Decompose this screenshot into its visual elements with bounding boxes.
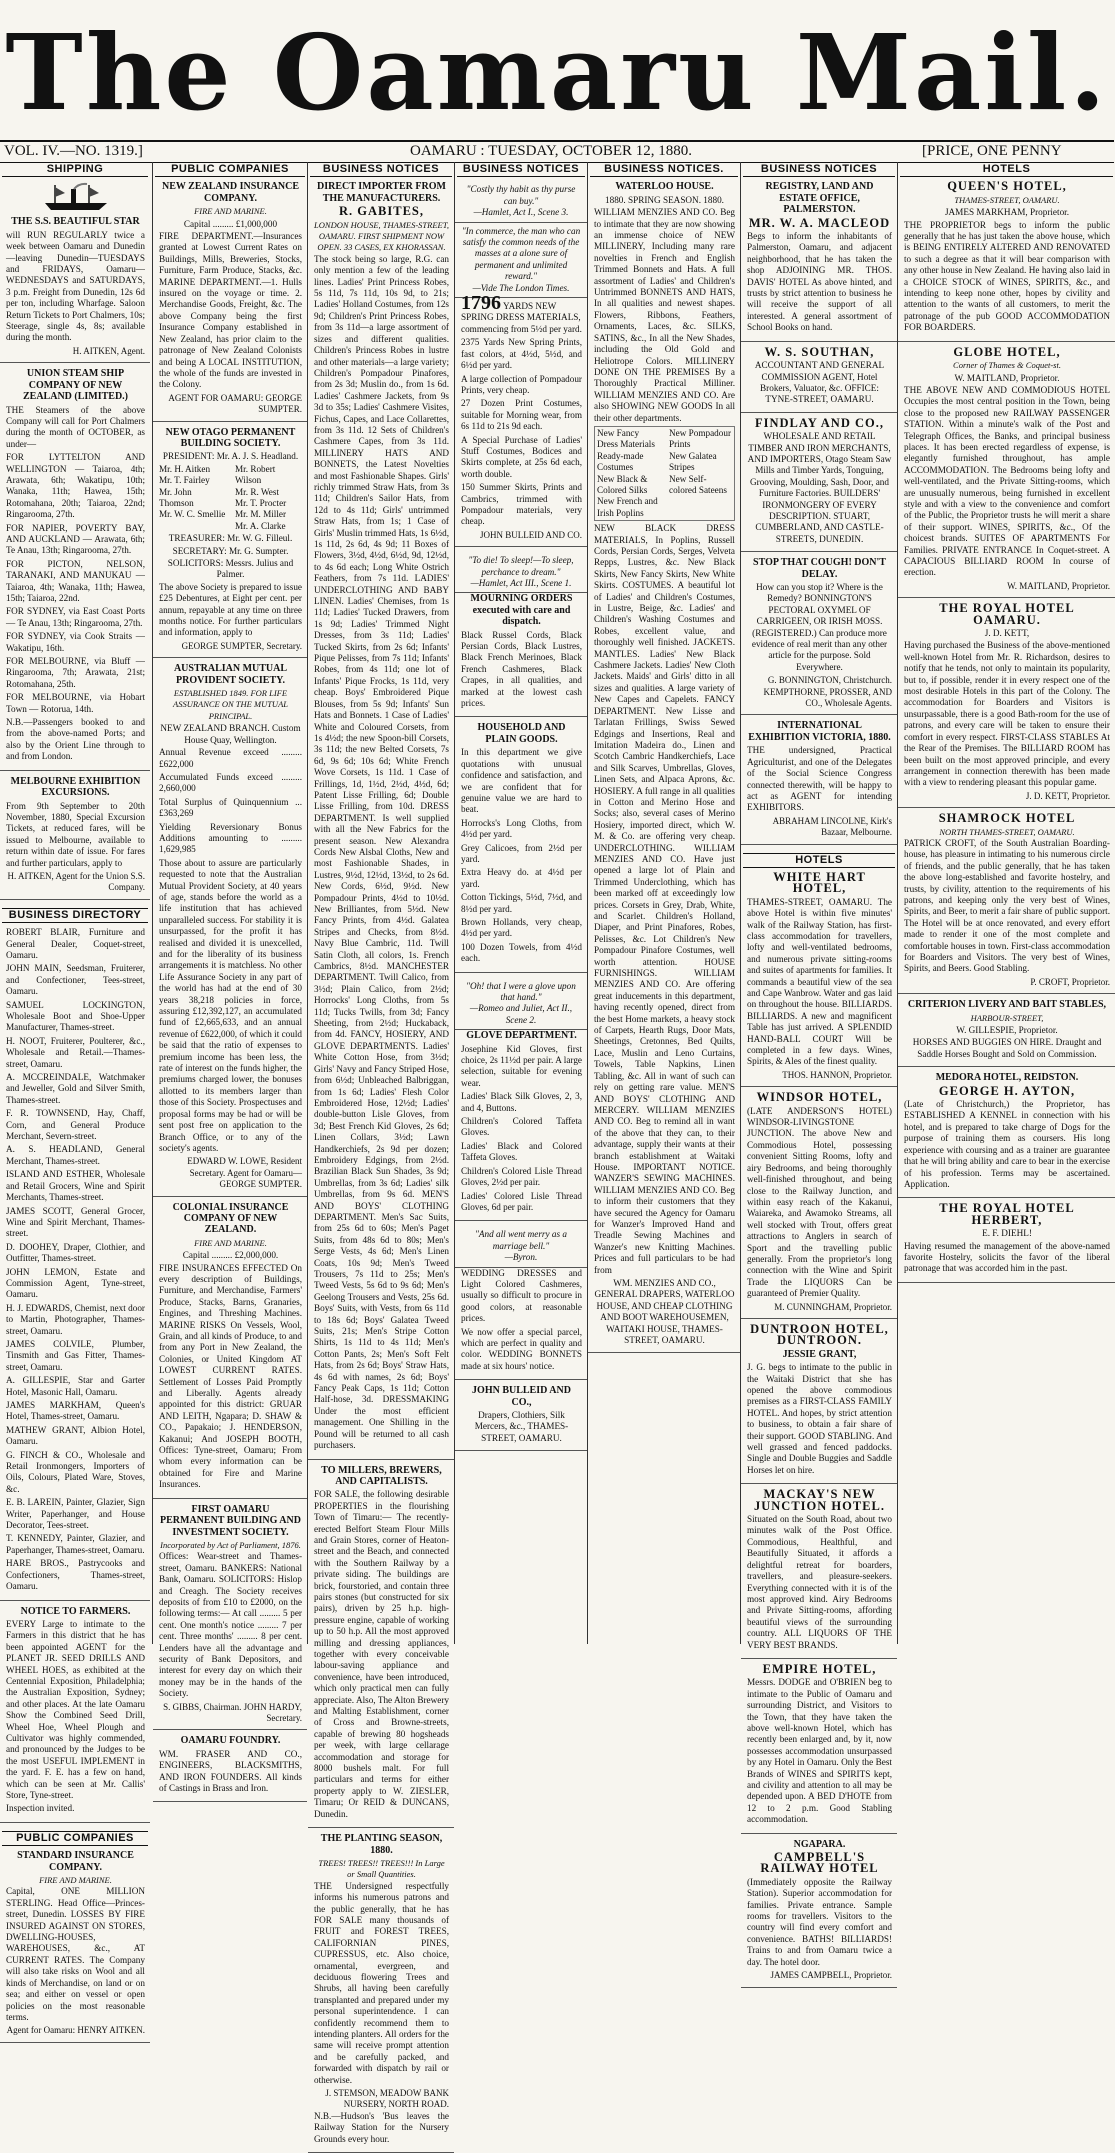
section-header-business-notices: BUSINESS NOTICES <box>310 162 452 177</box>
item-line: Horrocks's Long Cloths, from 4½d per yard. <box>461 817 582 840</box>
ad-body-continued: NEW BLACK DRESS MATERIALS, In Poplins, Russell Cords, Persian Cords, Serges, Velveta Repps, Lustres, &c. New Black Skirts, New Fancy Skirts, New White Skirts. COSTUMES. A beautiful lot of Ladies' and Children's Costumes, in Lustre, Beige, &c. Ladies' and Children's Washing Costumes and Robes, excellent value, and thoroughly well finished. JACKETS. MANTLES. Ladies' New Black Cashmere Jackets. Ladies' New Cloth Jackets. Maids' and Girls' ditto in all sizes and qualities. A large variety of New Capes and Capelets. FANCY DEPARTMENT. New Lisse and Tarlatan Frillings, Swiss Sewed Edgings and Insertions, Real and Imitation Madeira do., Linen and Scotch Cambric Handkerchiefs, Lace and Silk Scarves, Umbrellas, Gloves, Linen Sets, and Alpaca Aprons, &c. HOSIERY. A full range in all qualities in Cotton and Merino Hose and Socks; also, several cases of Merino Hosiery, imported direct, which W. M. & Co. are offering very cheap. UNDERCLOTHING. WILLIAM MENZIES AND CO. Have just opened a large lot of Plain and Trimmed Underclothing, which has been marked off at exceedingly low prices. Corsets in Grey, Drab, White, and Scarlet. Children's Holland, Diaper, and Print Pinafores, Robes, Pelisses, &c. Lot Children's New Pompadour Pinafore Costumes, well worth attention. HOUSE FURNISHINGS. WILLIAM MENZIES AND CO. Are offering great inducements in this department, having recently opened, direct from the best Home markets, a heavy stock of Carpets, Hearth Rugs, Door Mats, Sheetings, Cretonnes, Bed Quilts, Lace, Muslin and Leno Curtains, Towels, Table Napkins, Linen Tabling, &c. All in want of such can rely on getting rare value. MEN'S AND BOYS' CLOTHING AND MERCERY. WILLIAM MENZIES AND CO. Beg to remind all in want of the above that they can, to their advantage, supply their wants at their branch establishment at Waitaki House. IMPORTANT NOTICE. WANZER'S SEWING MACHINES. WILLIAM MENZIES AND CO. Beg to inform their customers that they have secured the Agency for Oamaru for Wanzer's Improved Hand and Treadle Sewing Machines and Wanzer's new Knitting Machines. Prices and full particulars to be had from <box>594 523 735 1275</box>
committee-member: Mr. M. Miller <box>235 509 287 520</box>
secretary: SECRETARY: Mr. G. Sumpter. <box>172 545 289 556</box>
item-line: Ladies' Black and Colored Taffeta Gloves. <box>461 1140 582 1163</box>
ad-duntroon-hotel <box>741 1321 897 1484</box>
section-header-hotels: HOTELS <box>900 162 1113 177</box>
item-line: 150 Summer Skirts, Prints and Cambrics, trimmed with Pompadour materials, very cheap. <box>461 482 582 527</box>
committee-member: Mr. H. Aitken <box>159 463 211 474</box>
ad-body: PATRICK CROFT, of the South Australian Boarding-house, has pleasure in intimating to his numerous circle of friends, and the public generally, that he has taken the above long-established and favorite hostelry, and trusts, by civility, attention to the requirements of his patrons, and keeping only the very best of Wines, Spirits, and Beer, to merit a fair share of public support. The Hotel will be at once renovated, and every effort made to render it one of the most complete and comfortable houses in town. First-class accommodation for Boarders and Visitors. The very best of Wines, Spirits, and Beers. Good Stabling. <box>904 837 1110 974</box>
masthead <box>0 0 1114 138</box>
treasurer: TREASURER: Mr. W. G. Filleul. <box>168 533 293 544</box>
ad-signature: J. STEMSON, MEADOW BANK NURSERY, NORTH ROAD. <box>325 2088 449 2110</box>
solicitors: SOLICITORS: Messrs. Julius and Palmer. <box>167 558 294 580</box>
ad-title: WINDSOR HOTEL, <box>756 1090 883 1105</box>
ad-melbourne-exhibition <box>0 776 150 900</box>
proprietor-name: JESSIE GRANT, <box>782 1348 857 1360</box>
yards-count: 1796 <box>461 292 501 315</box>
hotel-name: CAMPBELL'S RAILWAY HOTEL <box>760 1850 879 1876</box>
ad-title: QUEEN'S HOTEL, <box>947 179 1067 194</box>
directory-entry: ISLAND AND ESTHER, Wholesale and Retail Grocers, Wine and Spirit Merchants, Thames-street. <box>6 1169 145 1203</box>
ad-body: (Late of Christchurch,) the Proprietor, has ESTABLISHED A KENNEL in connection with his hotel, and is prepared to take charge of Dogs for the purpose of training them as coursers. His long experience with coursing and as a trainer are guarantee that he will bring ability and care to bear in the exercise of his profession. Terms may be ascertained. Application. <box>904 1099 1110 1189</box>
ad-subtitle: FIRE AND MARINE. <box>194 206 267 217</box>
ad-signature: THOS. HANNON, Proprietor. <box>782 1069 892 1080</box>
committee-member: Mr. John Thomson <box>159 486 194 508</box>
ad-criterion-stables <box>898 999 1115 1067</box>
business-directory <box>0 927 150 1600</box>
ad-title: GLOVE DEPARTMENT. <box>466 1030 577 1042</box>
directory-entry: JAMES SCOTT, General Grocer, Wine and Spirit Merchant, Thames-street. <box>6 1205 145 1239</box>
quote-citation: —Hamlet, Act I., Scene 3. <box>473 207 569 218</box>
ad-signature: P. CROFT, Proprietor. <box>1030 976 1110 987</box>
item-line: 2375 Yards New Spring Prints, fast colors, at 4½d, 5½d, and 6½d per yard. <box>461 337 582 371</box>
committee-list <box>159 464 302 532</box>
ad-royal-hotel <box>898 603 1115 808</box>
ad-title: WHITE HART HOTEL, <box>773 869 866 896</box>
ad-body: WHOLESALE AND RETAIL TIMBER AND IRON MERCHANTS, AND IMPORTERS, Otago Steam Saw Mills and Timber Yards, Tonguing, Grooving, Moulding, Sash, Door, and Furniture Factories. BUILDERS' IRONMONGERY OF EVERY DESCRIPTION. STUART, CUMBERLAND, AND CASTLE-STREETS, DUNEDIN. <box>747 431 892 544</box>
goods-item: New Pompadour Prints <box>669 427 732 450</box>
branch: NEW ZEALAND BRANCH. Custom House Quay, Wellington. <box>160 723 301 745</box>
ad-signature: M. CUNNINGHAM, Proprietor. <box>774 1301 892 1312</box>
season-line: 1880. SPRING SEASON. 1880. <box>605 194 724 205</box>
item-line: 27 Dozen Print Costumes, suitable for Morning wear, from 6s 11d to 21s 9d each. <box>461 398 582 432</box>
column-5 <box>587 162 740 1644</box>
directory-entry: A. GILLESPIE, Star and Garter Hotel, Masonic Hall, Oamaru. <box>6 1375 145 1397</box>
ad-subtitle: ESTABLISHED 1849. FOR LIFE ASSURANCE ON THE MUTUAL PRINCIPAL. <box>173 688 288 721</box>
directory-entry: A. S. HEADLAND, General Merchant, Thames-street. <box>6 1144 145 1166</box>
directory-entry: JAMES MARKHAM, Queen's Hotel, Thames-street, Oamaru. <box>6 1400 145 1422</box>
ad-title: THE ROYAL HOTEL HERBERT, <box>939 1201 1075 1227</box>
ad-body: Those about to assure are particularly requested to note that the Australian Mutual Provident Society, at 40 years of age, stands before the world as a life institution that has achieved unparalleled success. For stability it is unsurpassed, for the profit it has realised and divided it is unexcelled, and for the liberality of its business arrangements it is matchless. No other Life Assurance Society in any part of the world has had at the end of 30 years 38,218 policies in force, assuring £12,392,127, an accumulated fund of £2,665,633, and an annual revenue of £622,000, of which it could be said that the ratio of expenses to premium income has been less, the rate of interest on the funds higher, the premiums charged lower, the bonuses allotted to its members larger than those of this Society. Prospectuses and proposal forms may be had or will be sent post free on application to the Branch Office, or to any of the society's agents. <box>159 857 302 1153</box>
quotation <box>455 552 587 593</box>
ad-new-otago-building-society <box>153 427 307 659</box>
ad-wedding-dresses <box>455 1268 587 1381</box>
ad-glove-department <box>455 1030 587 1221</box>
quote-text: "And all went merry as a marriage bell." <box>475 1229 567 1251</box>
ad-title: MOURNING ORDERS executed with care and dispatch. <box>470 593 573 628</box>
directory-entry: T. KENNEDY, Painter, Glazier, and Paperhanger, Thames-street, Oamaru. <box>6 1533 145 1555</box>
figure-line: Annual Revenue exceed ......... £622,000 <box>159 747 302 769</box>
ad-body: Situated on the South Road, about two minutes walk of the Post Office. Commodious, Healthful, and Beautifully Situated, it affords a delightful retreat for boarders, travellers, and pleasure-seekers. Everything connected with it is of the most approved kind. Airy Bedrooms and Private Sitting-rooms, affording beautiful views of the surrounding country. ALL LIQUORS OF THE VERY BEST BRANDS. <box>747 1514 892 1650</box>
ad-shamrock-hotel <box>898 813 1115 994</box>
quotation <box>455 223 587 298</box>
column-6 <box>740 162 897 1981</box>
ad-body: The above Society is prepared to issue £25 Debentures, at Eight per cent. per annum, repayable at any time on three months notice. For further particulars and information, apply to <box>159 581 302 638</box>
column-3 <box>307 162 454 2144</box>
committee-member: Mr. R. West <box>235 486 280 497</box>
ad-subtitle: LONDON HOUSE, THAMES-STREET, OAMARU. FIRST SHIPMENT NOW OPEN. 33 CASES, EX KHORASSAN. <box>314 219 449 253</box>
item-line: Ladies' Black Silk Gloves, 2, 3, and 4, Buttons. <box>461 1091 582 1113</box>
ad-subtitle: FIRE AND MARINE. <box>194 1237 267 1248</box>
column-2 <box>152 162 307 1794</box>
directory-entry: G. FINCH & CO., Wholesale and Retail Ironmongers, Importers of Oils, Colours, Plated Ware, Stoves, &c. <box>6 1449 145 1494</box>
ad-title: STOP THAT COUGH! DON'T DELAY. <box>753 557 886 580</box>
ad-title: JOHN BULLEID AND CO., <box>472 1385 571 1408</box>
ad-stop-that-cough <box>741 557 897 715</box>
ad-mourning-orders <box>455 593 587 717</box>
committee-member: Mr. A. Clarke <box>235 520 286 531</box>
president: PRESIDENT: Mr. A. J. S. Headland. <box>162 451 299 462</box>
item-line: commencing from 5½d per yard. <box>461 323 582 334</box>
quote-citation: —Hamlet, Act III., Scene 1. <box>470 578 572 588</box>
ad-title: NEW ZEALAND INSURANCE COMPANY. <box>161 181 300 204</box>
route-line: FOR MELBOURNE, via Bluff — Ringarooma, 7th; Arawata, 21st; Rotomahana, 25th. <box>6 656 145 689</box>
ad-body: Black Russel Cords, Black Persian Cords, Black Lustres, Black French Merinoes, Black French Cashmeres, Black Crapes, in all qualities, and marked at the lowest cash prices. <box>461 629 582 709</box>
ad-signature: JOHN BULLEID AND CO. <box>480 529 582 540</box>
newspaper-title: The Oamaru Mail. <box>5 11 1109 134</box>
ad-millers-brewers <box>308 1465 454 1829</box>
ad-union-steam-ship <box>0 368 150 770</box>
ad-signature: H. AITKEN, Agent for the Union S.S. Company. <box>7 870 145 893</box>
ad-southan <box>741 344 897 413</box>
proprietor-name: W. MAITLAND, Proprietor. <box>954 372 1060 383</box>
goods-item: New Fancy Dress Materials <box>597 427 655 450</box>
merchant-name: MR. W. A. MACLEOD <box>748 215 891 230</box>
ad-title: NOTICE TO FARMERS. <box>20 1605 131 1617</box>
ad-title: EMPIRE HOTEL, <box>762 1661 877 1676</box>
item-line: A large collection of Pompadour Prints, very cheap. <box>461 373 582 395</box>
section-header-public-companies: PUBLIC COMPANIES <box>2 1831 148 1846</box>
quote-citation: —Byron. <box>504 1252 538 1263</box>
ad-body: THE Steamers of the above Company will call for Port Chalmers during the month of OCTOBER, as under— <box>6 404 145 449</box>
directory-entry: HARE BROS., Pastrycooks and Confectioners, Thames-street, Oamaru. <box>6 1558 145 1592</box>
ad-title: FIRST OAMARU PERMANENT BUILDING AND INVESTMENT SOCIETY. <box>160 1503 301 1538</box>
volume-number: VOL. IV.—NO. 1319.] <box>4 143 143 159</box>
ad-beautiful-star <box>0 181 150 363</box>
section-header-business-notices: BUSINESS NOTICES <box>457 162 585 177</box>
ad-queens-hotel <box>898 181 1115 341</box>
ad-mackays-hotel <box>741 1489 897 1659</box>
ad-title: OAMARU FOUNDRY. <box>180 1735 281 1747</box>
directory-entry: E. B. LAREIN, Painter, Glazier, Sign Writer, Paperhanger, and House Decorator, Tees-street. <box>6 1497 145 1531</box>
capital-line: Capital ......... £2,000,000. <box>182 1250 279 1261</box>
section-header-business-directory: BUSINESS DIRECTORY <box>2 908 148 923</box>
ad-body: EVERY Large to intimate to the Farmers in this district that he has been appointed AGENT for the PLANET JR. SEED DRILLS AND WHEEL HOES, as exhibited at the Centennial Exposition, Philadelphia; the Australian Exposition, Sydney; and other places. At the late Oamaru Show the Combined Seed Drill, Wheel Hoe, Wheel Plough and Cultivator was highly commended, and pronounced by the Judges to be the most USEFUL IMPLEMENT in the yard. F. E. has a few on hand, which can be seen at Mr. Callis' Store, Tyne-street. <box>6 1618 145 1800</box>
ad-title: WEDDING DRESSES and Light Colored Cashmeres, usually so difficult to procure in good colors, at reasonable prices. <box>461 1267 582 1324</box>
goods-item: New Galatea Stripes <box>669 450 717 473</box>
ad-body: In this department we give quotations with unusual confidence and satisfaction, and we are confident that for genuine value we are hard to beat. <box>461 747 582 815</box>
ad-subtitle: NORTH THAMES-STREET, OAMARU. <box>939 826 1075 837</box>
ad-colonial-insurance <box>153 1202 307 1499</box>
ad-body: How can you stop it? Where is the Remedy? BONNINGTON'S PECTORAL OXYMEL OF CARRIGEEN, OR IRISH MOSS. (REGISTERED.) Can produce more evidence of real merit than any other article for the purpose. Sold Everywhere. <box>751 582 888 672</box>
section-header-business-notices: BUSINESS NOTICES <box>743 162 895 177</box>
ad-body: will RUN REGULARLY twice a week between Oamaru and Dunedin—leaving Dunedin—TUESDAYS and FRIDAYS, Oamaru—WEDNESDAYS and SATURDAYS, 3 p.m. Freight from Dunedin, 12s 6d per ton, including Wharfage. Saloon Return Tickets to Port Chalmers, 10s; Steerage, single 4s, 8s; available during the month. <box>6 229 145 343</box>
route-line: FOR NAPIER, POVERTY BAY, AND AUCKLAND — Arawata, 6th; Te Anau, 13th; Ringarooma, 27th. <box>6 522 145 556</box>
column-7 <box>897 162 1115 1644</box>
ad-john-bulleid <box>455 1385 587 1451</box>
dateline <box>0 140 1114 163</box>
quote-text: "Costly thy habit as thy purse can buy." <box>466 184 576 206</box>
steamship-icon <box>41 181 111 213</box>
ad-title: DIRECT IMPORTER FROM THE MANUFACTURERS. <box>317 181 446 204</box>
item-line: Josephine Kid Gloves, first choice, 2s 11½d per pair. A large selection, suitable for evening wear. <box>461 1043 582 1088</box>
ad-household-goods <box>455 722 587 972</box>
goods-item: New French and Irish Poplins <box>597 496 658 518</box>
directory-entry: JOHN LEMON, Estate and Commission Agent, Tyne-street, Oamaru. <box>6 1266 145 1300</box>
directory-entry: D. DOOHEY, Draper, Clothier, and Outfitter, Thames-street. <box>6 1241 145 1264</box>
proprietor-name: GEORGE H. AYTON, <box>938 1083 1076 1098</box>
price: [PRICE, ONE PENNY <box>922 143 1062 159</box>
ad-amp-society <box>153 663 307 1196</box>
ad-body: THE ABOVE NEW AND COMMODIOUS HOTEL Occupies the most central position in the Town, being close to the proposed new RAILWAY PASSENGER STATION. Within a minute's walk of the Post and Telegraph Offices, the Banks, and principal business places. It has been erected regardless of expense, is elegantly furnished throughout, has ample ACCOMMODATION. The Bedrooms being lofty and well-ventilated, and the Private Sitting-rooms, which are unusually numerous, being furnished in excellent style and with a view to the convenience and comfort of the Public, the Proprietor trusts he will merit a share of their support. WINES, SPIRITS, &c., Of the choicest brands. SUITES OF APARTMENTS For Families. PRIVATE ENTRANCE In Coquet-street. A CAPACIOUS BILLIARD ROOM In course of erection. <box>904 384 1110 578</box>
ad-title: STANDARD INSURANCE COMPANY. <box>17 1850 134 1873</box>
item-line: Grey Calicoes, from 2½d per yard. <box>461 842 582 864</box>
ad-title: W. S. SOUTHAN, <box>764 344 875 359</box>
ad-body: (Immediately opposite the Railway Station). Superior accommodation for families. Private entrance. Sample rooms for travellers. Visitors to the country will find every comfort and convenience. BATHS! BILLIARDS! Trains to and from Oamaru twice a day. The hotel door. <box>747 1876 892 1967</box>
ad-title: REGISTRY, LAND AND ESTATE OFFICE, PALMERSTON. <box>765 181 874 216</box>
ad-body: Begs to inform the inhabitants of Palmerston, Oamaru, and adjacent neighborhood, that he has taken the shop ADJOINING MR. THOS. DAVIS' HOTEL As above hinted, and trusts by strict attention to business he will receive the support of all interested. A general assortment of School Books on hand. <box>747 231 892 333</box>
proprietor-name: E. F. DIEHL! <box>982 1228 1032 1239</box>
proprietor-name: JAMES MARKHAM, Proprietor. <box>944 207 1070 218</box>
ad-body: Having purchased the Business of the above-mentioned well-known Hotel from Mr. R. Richardson, desires to notify that he tends, not only to maintain its popularity, but to, if possible, render it in every respect one of the most desirable Hotels in this part of the Colony. The accommodation for Boarders and Visitors is unsurpassable, there is a good Bath-room for the use of patrons, and every care will be taken to ensure their comfort in every respect. FIRST-CLASS STABLES At the Rear of the Premises. The BILLIARD ROOM has been built on the most approved principle, and every arrangement in connection therewith has been made with a view to rendering pleasant this popular game. <box>904 640 1110 788</box>
item-line: Brown Hollands, very cheap, 4½d per yard. <box>461 916 582 939</box>
issue-date: OAMARU : TUESDAY, OCTOBER 12, 1880. <box>410 143 692 159</box>
ad-title: MELBOURNE EXHIBITION EXCURSIONS. <box>10 775 141 799</box>
ad-signature: ABRAHAM LINCOLNE, Kirk's Bazaar, Melbourne. <box>772 815 892 838</box>
committee-member: Mr. T. Procter <box>235 497 287 508</box>
ad-body: FOR SALE, the following desirable PROPERTIES in the flourishing Town of Timaru:— The recently-erected Belfort Steam Flour Mills and Grain Stores, corner of Heaton-street and the Beach, and connected with the Southern Railway by a private siding. The buildings are brick, fourstoried, and contain three pairs stones (but constructed for six pairs), driven by 25 h.p. high-pressure engine, capable of working up to 50 h.p. All the most approved milling and dressing appliances, together with every conceivable labour-saving appliance and convenience, have been introduced, which only practical men can fully appreciate. Also, The Alton Brewery and Malting Establishment, corner of Cross and Browne-streets, capable of brewing 80 hogsheads per week, with large cellarage accommodation and storage for 8000 bushels malt. For full particulars and terms for either property apply to W. ZIESLER, Timaru; Or REID & DUNCANS, Dunedin. <box>314 1489 449 1819</box>
ad-campbells-railway-hotel <box>741 1839 897 1988</box>
directory-entry: SAMUEL LOCKINGTON, Wholesale Boot and Shoe-Upper Manufacturer, Thames-street. <box>6 999 145 1033</box>
item-line: Cotton Tickings, 5½d, 7½d, and 8½d per yard. <box>461 892 582 914</box>
section-header-shipping: SHIPPING <box>2 162 148 177</box>
committee-member: Mr. Robert Wilson <box>235 463 276 486</box>
ad-body: Offices: Wear-street and Thames-street, Oamaru. BANKERS: National Bank, Oamaru. SOLICITORS: Hislop and Creagh. The Society receives deposits of from £10 to £2000, on the following terms:— At call ......... 5 per cent. One month's notice ......... 7 per cent. Three months' ......... 8 per cent. Lenders have all the advantage and security of Bank Depositors, and interest for every day on which their money may be in the hands of the Society. <box>159 1551 302 1699</box>
proprietor-name: W. GILLESPIE, Proprietor. <box>956 1025 1058 1036</box>
ad-title: INTERNATIONAL EXHIBITION VICTORIA, 1880. <box>748 720 891 743</box>
ad-note: Inspection invited. <box>6 1803 75 1814</box>
ad-gabites-london-house <box>308 181 454 1459</box>
quote-text: "To die! To sleep!—To sleep, perchance to dream." <box>468 555 574 577</box>
goods-grid <box>594 426 735 521</box>
quote-citation: —Vide The London Times. <box>472 282 570 293</box>
route-line: FOR SYDNEY, via East Coast Ports — Te Anau, 13th; Ringarooma, 27th. <box>6 606 145 628</box>
ad-body: THE Undersigned respectfully informs his numerous patrons and the public generally, that he has FOR SALE many thousands of FRUIT and FOREST TREES, CALIFORNIAN PINES, CUPRESSUS, etc. Also choice, ornamental, evergreen, and deciduous flowering Trees and Shrubs, all having been carefully transplanted and prepared under my personal superintendence. I can confidently recommend them to intending planters. All orders for the same will receive prompt attention and be carefully packed, and forwarded with dispatch by rail or otherwise. <box>314 1880 449 2085</box>
section-header-business-notices: BUSINESS NOTICES. <box>590 162 738 177</box>
directory-entry: H. NOOT, Fruiterer, Poulterer, &c., Wholesale and Retail.—Thames-street, Oamaru. <box>6 1035 145 1069</box>
ad-body: WM. FRASER AND CO., ENGINEERS, BLACKSMITHS, AND IRON FOUNDERS. All kinds of Castings in Brass and Iron. <box>159 1748 302 1794</box>
item-line: A Special Purchase of Ladies' Stuff Costumes, Bodices and Skirts complete, at 25s 6d each, worth double. <box>461 434 582 479</box>
section-header-public-companies: PUBLIC COMPANIES <box>155 162 305 177</box>
ad-body: HORSES AND BUGGIES ON HIRE. Draught and Saddle Horses Bought and Sold on Commission. <box>912 1037 1102 1059</box>
ad-subtitle: HARBOUR-STREET, <box>970 1012 1044 1023</box>
ad-body: The stock being so large, R.G. can only mention a few of the leading lines. Ladies' Print Princess Robes, 5s 11d, 7s 11d, 10s 9d, to 21s; Ladies' Holland Costumes, from 12s 9d; Children's Print Princess Robes, from 3s 11d—a large assortment of sizes and different qualities. Children's Princess Robes in lustre and other materials—a large variety; Children's Pompadour Pinafores, from 2s 3d; Muslin do., from 1s 6d. Ladies' Cashmere Jackets, from 9s 3d to 35s; Ladies' Cashmere Visites, Fichus, Capes, and Lace Collarettes, from 3s 11d. 12 Sets of Children's Cashmere Capes, from 3s 11d. MILLINERY HATS AND BONNETS, the Latest Novelties and most Fashionable Shapes. Girls' richly trimmed Straw Hats, from 3s 11d; Children's Sailor Hats, from 12d to 4s 11d; Girls' untrimmed Straw Hats, from 1s; 1 Case of Girls' Muslin trimmed Hats, 1s 6½d, 1s 11d, 2s 6d, 4s 9d; 11 Boxes of Flowers, 3½d, 4½d, 6½d, 9d, 12½d, to 4s 6d each; Long White Ostrich Feathers, from 7s 11d. LADIES' UNDERCLOTHING AND BABY LINEN. Ladies' Chemises, from 1s 11d; Ladies' Tucked Drawers, from 1s 9d; Ladies' Trimmed Night Dresses, from 3s 11d; Ladies' Tucked Skirts, from 2s 6d; Infants' Pique Pelisses, from 7s 11d; Infants' Robes, from 4s 11d; one lot of Infants' Pique Frocks, 1s 11d, very cheap. Boys' Embroidered Pique Blouses, from 5s 9d; Infants' Sun Hats and Bonnets. 1 Case of Ladies' White and Coloured Corsets, from 1s 4½d; the new Spoon-bill Corsets, 3s 11d; the new Belted Corsets, 7s 6d, 9s 6d; 10s 6d; White French Wove Corsets, 1s 11d. 1 Case of Frillings, 1d, 1½d, 2½d, 4½d, 6d; Patent Lisse Frilling, 6d; Double Lisse Frilling, from 10d. DRESS DEPARTMENT. Is well supplied with all the New Fabrics for the present season. New Alexandra Cords New Alsbal Cloths, New and most Fashionable Shades, in Lustres, 9½d, 12½d, 13½d, to 2s 6d. New Cords, 6½d, 9½d. New Pompadour Prints, 4½d to 10½d. New Brilliantes, from 5½d. New Fancy Prints, from 4½d. Galatea Stripes and Checks, from 8½d. Navy Blue Cambric, 11d. Twill Satin Cloth, all colors, 1s. French Cambrics, 8½d. MANCHESTER DEPARTMENT. Twill Calico, from 3½d; Plain Calico, from 2½d; Horrocks' Long Cloths, from 5s 11d; Tucks Twills, from 3d; Fancy Sheeting, from 2½d; Huckaback, from 4d. FANCY, HOSIERY, AND GLOVE DEPARTMENTS. Ladies' White Cotton Hose, from 3½d; Girls' Navy and Fancy Striped Hose, from 6½d; Unbleached Balbriggan, from 1s 6d; Ladies' Flesh Color Embroidered Hose, 12½d; Ladies' double-button Lisle Gloves, from 3d; Best French Kid Gloves, 2s 6d; Linen Collars, 3½d; Lawn Handkerchiefs, 2s 9d per dozen; Embroidery Edgings, from 2½d. Brazilian Black Sun Shades, 3s 9d; Umbrellas, from 3s 6d; Ladies' silk Umbrellas, from 9s 6d. MEN'S AND BOYS' CLOTHING DEPARTMENT. Men's Sac Suits, from 25s 6d to 60s; Men's Paget Suits, from 48s 6d to 80s; Men's Serge Vests, 4s 6d; Men's Linen Coats, 10s 9d; Men's Tweed Trousers, 7s 11d to 25s; Men's Tweed Vests, 5s 6d to 9s 6d; Men's Geelong Trousers and Vests, 25s 6d. Boys' Suits, with Vests, from 6s 11d to 18s 6d; Boys' Galatea Tweed Suits, 21s; Men's Stripe Cotton Shirts, 1s 11d to 4s 11d; Men's Cotton Pants, 2s; Men's Soft Felt Hats, from 2s 6d; Boys' Straw Hats, 4s 6d with names, 2s 6d; Boys' Fancy Peak Caps, 1s 11d; Cotton Half-hose, 3d. DRESSMAKING Under the most efficient management. One Shilling in the Pound will be returned to all cash purchasers. <box>314 253 449 1451</box>
route-line: FOR MELBOURNE, via Hobart Town — Rotorua, 14th. <box>6 692 145 714</box>
ad-title: WATERLOO HOUSE. <box>615 181 714 193</box>
ad-medora-hotel <box>898 1072 1115 1198</box>
item-line: Children's Colored Taffeta Gloves. <box>461 1116 582 1138</box>
ad-title: AUSTRALIAN MUTUAL PROVIDENT SOCIETY. <box>173 663 288 686</box>
ad-title: NGAPARA. <box>793 1838 846 1850</box>
ad-oamaru-foundry <box>153 1735 307 1802</box>
ad-body: J. G. begs to intimate to the public in the Waitaki District that she has opened the above commodious premises as a FIRST-CLASS FAMILY HOTEL. And hopes, by strict attention to business, to obtain a fair share of their support. GOOD STABLING. And well grassed and fenced paddocks. Single and Double Buggies and Saddle Horses let on hire. <box>747 1362 892 1475</box>
ad-body: THE PROPRIETOR begs to inform the public generally that he has just taken the above house, which is BEING ENTIRELY ALTERED AND RENOVATED to such a degree as that it will bear comparison with any other house in New Zealand. He having also laid in a CHOICE STOCK of WINES, SPIRITS, &c., and intending to keep none other, hopes by civility and attention to the wants of all customers, to merit the patronage of the pub GOOD ACCOMMODATION FOR BOARDERS. <box>904 219 1110 333</box>
directory-entry: A. MCCREINDALE, Watchmaker and Jeweller, Gold and Silver Smith, Thames-street. <box>6 1072 145 1105</box>
figure-line: Yielding Reversionary Bonus Additions amounting to ......... 1,629,985 <box>159 821 302 855</box>
ad-title: THE PLANTING SEASON, 1880. <box>320 1833 443 1856</box>
route-line: FOR PICTON, NELSON, TARANAKI, AND MANUKAU — Taiaroa, 4th; Wanaka, 11th; Hawea, 15th; Taiaroa, 22nd. <box>6 558 145 603</box>
ad-title: DUNTROON HOTEL, DUNTROON. <box>750 1321 889 1348</box>
ad-empire-hotel <box>741 1661 897 1834</box>
goods-item: New Black & Colored Silks <box>597 473 648 495</box>
directory-entry: H. J. EDWARDS, Chemist, next door to Martin, Photographer, Thames-street, Oamaru. <box>6 1302 145 1336</box>
ad-standard-insurance <box>0 1850 150 2043</box>
directory-entry: JOHN MAIN, Seedsman, Fruiterer, and Confectioner, Tees-street, Oamaru. <box>6 963 145 997</box>
ad-dress-materials <box>455 292 587 547</box>
ad-windsor-hotel <box>741 1092 897 1319</box>
ad-title: SHAMROCK HOTEL <box>938 811 1076 826</box>
ad-title: YARDS NEW SPRING DRESS MATERIALS, <box>461 301 581 323</box>
ad-royal-hotel-herbert <box>898 1203 1115 1282</box>
ad-subtitle: Corner of Thames & Coquet-st. <box>953 360 1061 371</box>
ad-findlay <box>741 415 897 552</box>
directory-entry: JAMES COLVILE, Plumber, Tinsmith and Gas Fitter, Thames-street, Oamaru. <box>6 1338 145 1372</box>
ad-body: FIRE INSURANCES EFFECTED On every description of Buildings, Furniture, and Merchandise, Farmers' Produce, Stacks, Barns, Granaries, Engines, and Threshing Machines. MARINE RISKS On Vessels, Wool, Grain, and all kinds of Produce, to and from any Port in New Zealand, the Colonies, or United Kingdom AT LOWEST CURRENT RATES. Settlement of Losses Paid Promptly and Liberally. Agents already appointed for this district: GRUAR AND LEITH, Ngapara; D. SHAW & CO., Papakaio; J. HENDERSON, Kakanui; And JOSEPH BOOTH, Offices: Tyne-street, Oamaru; From whom every information can be obtained for Fire and Marine Insurances. <box>159 1262 302 1490</box>
ad-title: COLONIAL INSURANCE COMPANY OF NEW ZEALAND. <box>172 1201 289 1236</box>
ad-macleod-registry <box>741 181 897 341</box>
quote-text: "Oh! that I were a glove upon that hand." <box>466 980 576 1002</box>
ad-body: (LATE ANDERSON'S HOTEL) WINDSOR-LIVINGSTONE JUNCTION. The above New and Commodious Hotel, possessing convenient Sitting Rooms, lofty and airy Bedrooms, and being thoroughly well-finished throughout, and being close to the Railway Junction, and within easy reach of the Kakanui, Waiareka, and Awamoko Streams, all well stocked with Trout, offers great attractions to Anglers in search of Sport and the travelling public generally. From the proprietor's long connection with the Wine and Spirit Trade the LIQUORS Can be guaranteed of Premier Quality. <box>747 1105 892 1299</box>
directory-entry: ROBERT BLAIR, Furniture and General Dealer, Coquet-street, Oamaru. <box>6 927 145 960</box>
ad-title: TO MILLERS, BREWERS, AND CAPITALISTS. <box>321 1464 442 1487</box>
ad-body: WILLIAM MENZIES AND CO. Beg to intimate that they are now showing an immense choice of NEW MILLINERY, Including many rare novelties in French and English Trimmed Bonnets and Hats. A full assortment of Ladies' and Children's Untrimmed BONNETS AND HATS, In all qualities and newest shapes. Flowers, Ribbons, Feathers, Ornaments, Laces, &c. SILKS, SATINS, &c., In all the New Shades, including the Old Gold and Heliotrope Colors. MILLINERY DONE ON THE PREMISES By a Thoroughly Practical Milliner. WILLIAM MENZIES AND CO. Are also SHOWING NEW GOODS In all their other departments. <box>594 207 735 423</box>
ad-subtitle: FIRE AND MARINE. <box>39 1875 112 1886</box>
ad-body: We now offer a special parcel, which are perfect in quality and color. WEDDING BONNETS made at six hours' notice. <box>461 1326 582 1371</box>
ad-subtitle: TREES! TREES!! TREES!!! In Large or Small Quantities. <box>318 1857 445 1880</box>
ad-signature: GEORGE SUMPTER, Secretary. <box>181 640 302 651</box>
ad-signature: Agent for Oamaru: HENRY AITKEN. <box>6 2025 145 2036</box>
ad-signature: G. BONNINGTON, Christchurch. KEMPTHORNE, PROSSER, AND CO., Wholesale Agents. <box>763 675 892 709</box>
ad-body: Capital, ONE MILLION STERLING. Head Office—Princes-street, Dunedin. LOSSES BY FIRE INSURED AGAINST ON STORES, DWELLING-HOUSES, WAREHOUSES, &c., AT CURRENT RATES. The Company will also take risks on Wool and all kinds of Merchandise, on land or on sea; and either on vessel or open policies on the most reasonable terms. <box>6 1886 145 2022</box>
ad-note: N.B.—Passengers booked to and from the above-named Ports; and also by the Orient Line through to and from London. <box>6 717 145 762</box>
ad-body: Drapers, Clothiers, Silk Mercers, &c., THAMES-STREET, OAMARU. <box>474 1410 569 1443</box>
ad-subtitle: Incorporated by Act of Parliament, 1876. <box>160 1539 301 1550</box>
merchant-name: R. GABITES, <box>339 204 424 219</box>
ad-body: THAMES-STREET, OAMARU. The above Hotel is within five minutes' walk of the Railway Station, has first-class accommodation for travellers, lofty and well-ventilated bedrooms, and numerous private sitting-rooms and suites of apartments for families. It commands a beautiful view of the sea and Cape Wanbrow. Water and gas laid on throughout the house. BILLIARDS. BILLIARDS. A new and magnificent Table has just arrived. A SPLENDID HAND-BALL COURT Will be completed in a few days. Wines, Spirits, & Ales of the finest quality. <box>747 896 892 1067</box>
ad-title: GLOBE HOTEL, <box>953 344 1061 359</box>
item-line: 100 Dozen Towels, from 4½d each. <box>461 941 582 964</box>
ad-signature: J. D. KETT, Proprietor. <box>1025 790 1110 801</box>
ad-new-zealand-insurance <box>153 181 307 421</box>
capital-line: Capital ......... £1,000,000 <box>183 218 278 229</box>
quote-citation: —Romeo and Juliet, Act II., Scene 2. <box>469 1003 573 1025</box>
item-line: Extra Heavy do. at 4½d per yard. <box>461 867 582 889</box>
ad-title: MEDORA HOTEL, REIDSTON. <box>935 1072 1079 1084</box>
ad-signature: EDWARD W. LOWE, Resident Secretary. Agent for Oamaru—GEORGE SUMPTER. <box>187 1156 302 1190</box>
ad-subtitle: THAMES-STREET, OAMARU. <box>954 194 1060 205</box>
ad-signature: JAMES CAMPBELL, Proprietor. <box>770 1970 892 1981</box>
goods-item: New Self-colored Sateens <box>669 473 727 495</box>
figure-line: Total Surplus of Quinquennium ... £363,269 <box>159 796 302 819</box>
goods-item: Ready-made Costumes <box>597 450 644 473</box>
quotation <box>455 1226 587 1267</box>
ad-body: From 9th September to 20th November, 1880, Special Excursion Tickets, at reduced fares, will be issued to Melbourne, available to return within date of issue. For fares and further particulars, apply to <box>6 800 145 868</box>
column-4 <box>454 162 587 1644</box>
committee-member: Mr. W. C. Smellie <box>159 509 226 520</box>
ad-title: FINDLAY AND CO., <box>755 415 884 430</box>
ad-notice-to-farmers <box>0 1606 150 1823</box>
ad-title: UNION STEAM SHIP COMPANY OF NEW ZEALAND (LIMITED.) <box>22 368 128 403</box>
directory-entry: MATHEW GRANT, Albion Hotel, Oamaru. <box>6 1424 145 1447</box>
ad-body: Having resumed the management of the above-named favorite Hostelry, solicits the favor of the liberal patronage that was accorded him in the past. <box>904 1240 1110 1274</box>
ad-globe-hotel <box>898 344 1115 599</box>
quote-text: "In commerce, the man who can satisfy the common needs of the masses at a alone sure of permanent and unlimited reward." <box>461 225 581 282</box>
ad-title: HOUSEHOLD AND PLAIN GOODS. <box>477 722 566 745</box>
ad-body: Messrs. DODGE and O'BRIEN beg to intimate to the Public of Oamaru and surrounding District, and Visitors to the Town, that they have taken the above well-known Hotel, which has recently been enlarged and, by it, now possesses accommodation unsurpassed by any Hotel in Oamaru. Only the Best Brands of WINES and SPIRITS kept, and civility and attention to all may be depended upon. A BED D'HOTE from 12 to 2 p.m. Good Stabling accommodation. <box>747 1677 892 1825</box>
route-line: FOR LYTTELTON AND WELLINGTON — Taiaroa, 4th; Arawata, 6th; Wakatipu, 10th; Wanaka, 11th; Hawea, 15th; Rotomahana, 20th; Taiaroa, 22nd; Ringarooma, 27th. <box>6 452 145 520</box>
ad-waterloo-house <box>588 181 740 1353</box>
item-line: Children's Colored Lisle Thread Gloves, 2½d per pair. <box>461 1165 582 1188</box>
ad-international-exhibition <box>741 720 897 844</box>
committee-member: Mr. T. Fairley <box>159 475 210 486</box>
ad-body: FIRE DEPARTMENT.—Insurances granted at Lowest Current Rates on Buildings, Mills, Breweries, Stocks, Furniture, Farm Produce, Stacks, &c. MARINE DEPARTMENT.—1. Hulls insured on the voyage or time. 2. Merchandise Goods, Freight, &c. The above Company being the first Insurance Company established in New Zealand, has prior claim to the patronage of New Zealand Colonists and being A LOCAL INSTITUTION, the whole of the funds are invested in the Colony. <box>159 231 302 390</box>
ad-title: THE S.S. BEAUTIFUL STAR <box>11 216 140 228</box>
ad-title: THE ROYAL HOTEL OAMARU. <box>939 601 1075 627</box>
directory-entry: F. R. TOWNSEND, Hay, Chaff, Corn, and General Produce Merchant, Severn-street. <box>6 1108 145 1142</box>
ad-title: CRITERION LIVERY AND BAIT STABLES, <box>907 999 1107 1011</box>
ad-note: N.B.—Hudson's 'Bus leaves the Railway Station for the Nursery Grounds every hour. <box>314 2110 449 2144</box>
ad-body: ACCOUNTANT AND GENERAL COMMISSION AGENT, Hotel Brokers, Valuator, &c. OFFICE: TYNE-STREET, OAMARU. <box>754 360 885 405</box>
quotation <box>455 181 587 222</box>
figure-line: Accumulated Funds exceed ......... 2,660,000 <box>159 771 302 794</box>
ad-signature: H. AITKEN, Agent. <box>72 345 145 356</box>
ad-signature: S. GIBBS, Chairman. JOHN HARDY, Secretary. <box>163 1701 302 1723</box>
ad-planting-season <box>308 1833 454 2153</box>
item-line: Ladies' Colored Lisle Thread Gloves, 6d per pair. <box>461 1190 582 1212</box>
ad-first-oamaru-building-society <box>153 1504 307 1731</box>
ad-signature: W. MAITLAND, Proprietor. <box>1007 580 1110 591</box>
ad-signature: WM. MENZIES AND CO., GENERAL DRAPERS, WATERLOO HOUSE, AND CHEAP CLOTHING AND BOOT WAREHOUSEMEN, WAITAKI HOUSE, THAMES-STREET, OAMARU. <box>594 1278 735 1346</box>
ad-body: THE undersigned, Practical Agriculturist, and one of the Delegates of the Social Science Congress connected therewith, will be happy to act as AGENT for intending EXHIBITORS. <box>747 745 892 813</box>
ad-title: NEW OTAGO PERMANENT BUILDING SOCIETY. <box>165 426 296 449</box>
section-header-hotels: HOTELS <box>743 853 895 868</box>
proprietor-name: J. D. KETT, <box>984 628 1030 639</box>
route-line: FOR SYDNEY, via Cook Straits — Wakatipu, 16th. <box>6 631 145 653</box>
ad-title: MACKAY'S NEW JUNCTION HOTEL. <box>754 1487 885 1513</box>
ad-signature: AGENT FOR OAMARU: GEORGE SUMPTER. <box>168 392 302 415</box>
quotation <box>455 978 587 1031</box>
column-1 <box>0 162 150 2036</box>
ad-white-hart-hotel <box>741 869 897 1087</box>
